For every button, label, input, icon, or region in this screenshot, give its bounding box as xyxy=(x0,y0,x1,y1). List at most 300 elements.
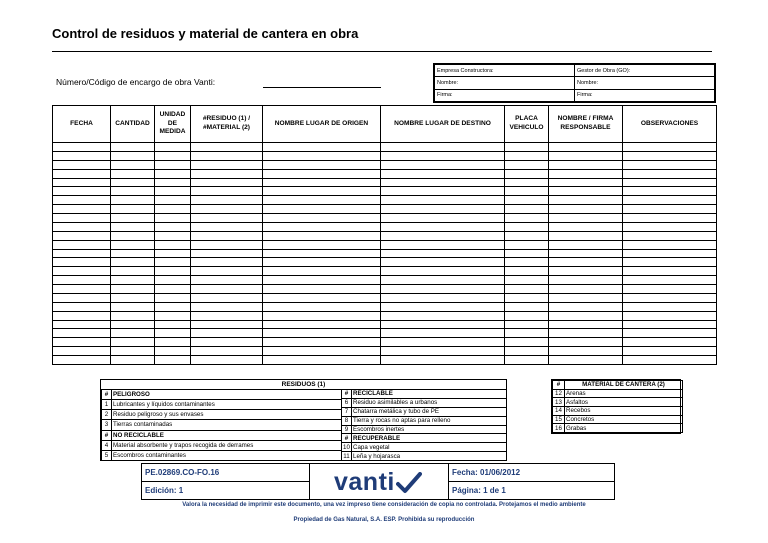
table-cell[interactable] xyxy=(381,338,505,347)
table-cell[interactable] xyxy=(155,160,191,169)
table-cell[interactable] xyxy=(505,178,549,187)
table-cell[interactable] xyxy=(623,231,717,240)
table-cell[interactable] xyxy=(191,285,263,294)
table-cell[interactable] xyxy=(623,338,717,347)
table-cell[interactable] xyxy=(191,231,263,240)
column-header-cantidad: CANTIDAD xyxy=(111,106,155,143)
table-cell[interactable] xyxy=(623,320,717,329)
table-cell[interactable] xyxy=(623,285,717,294)
table-cell[interactable] xyxy=(155,240,191,249)
item-number: 4 xyxy=(102,440,112,450)
table-cell[interactable] xyxy=(53,214,111,223)
table-cell[interactable] xyxy=(381,293,505,302)
table-cell[interactable] xyxy=(623,240,717,249)
table-cell[interactable] xyxy=(381,329,505,338)
table-cell[interactable] xyxy=(623,160,717,169)
table-cell[interactable] xyxy=(53,169,111,178)
list-item xyxy=(342,398,507,407)
table-cell[interactable] xyxy=(623,196,717,205)
table-cell[interactable] xyxy=(191,205,263,214)
table-cell[interactable] xyxy=(111,276,155,285)
table-cell[interactable] xyxy=(549,293,623,302)
list-item xyxy=(342,407,507,416)
table-cell[interactable] xyxy=(155,222,191,231)
table-cell[interactable] xyxy=(505,276,549,285)
table-cell[interactable] xyxy=(191,356,263,365)
table-cell[interactable] xyxy=(263,143,381,152)
table-cell[interactable] xyxy=(623,293,717,302)
item-number: 16 xyxy=(553,424,565,433)
table-cell[interactable] xyxy=(53,151,111,160)
item-number: 10 xyxy=(343,443,350,451)
table-cell[interactable] xyxy=(155,347,191,356)
item-label: NO RECICLABLE xyxy=(112,430,342,440)
table-cell[interactable] xyxy=(263,231,381,240)
table-cell[interactable] xyxy=(623,151,717,160)
table-cell[interactable] xyxy=(155,293,191,302)
table-cell[interactable] xyxy=(53,240,111,249)
table-cell[interactable] xyxy=(381,205,505,214)
table-body xyxy=(53,143,717,365)
table-cell[interactable] xyxy=(191,347,263,356)
table-cell[interactable] xyxy=(505,160,549,169)
table-cell[interactable] xyxy=(111,285,155,294)
table-cell[interactable] xyxy=(623,205,717,214)
table-cell[interactable] xyxy=(155,320,191,329)
table-cell[interactable] xyxy=(53,222,111,231)
table-cell[interactable] xyxy=(505,169,549,178)
table-cell[interactable] xyxy=(549,302,623,311)
item-label: Capa vegetal xyxy=(352,443,507,452)
table-cell[interactable] xyxy=(549,240,623,249)
table-cell[interactable] xyxy=(111,222,155,231)
table-cell[interactable] xyxy=(191,276,263,285)
table-row xyxy=(53,222,717,231)
item-number: 12 xyxy=(553,389,565,398)
table-cell[interactable] xyxy=(111,258,155,267)
table-cell[interactable] xyxy=(53,205,111,214)
item-label: Tierra y rocas no aptas para relleno xyxy=(352,416,507,425)
gestor-firma-field[interactable]: Firma: xyxy=(575,89,715,101)
table-cell[interactable] xyxy=(505,196,549,205)
material-title: MATERIAL DE CANTERA (2) xyxy=(565,381,683,390)
table-cell[interactable] xyxy=(111,293,155,302)
item-number: # xyxy=(102,390,112,400)
item-label: Arenas xyxy=(565,389,683,398)
table-cell[interactable] xyxy=(549,347,623,356)
gestor-nombre-field[interactable]: Nombre: xyxy=(575,77,715,89)
table-cell[interactable] xyxy=(381,311,505,320)
table-cell[interactable] xyxy=(623,302,717,311)
table-cell[interactable] xyxy=(111,160,155,169)
table-cell[interactable] xyxy=(505,205,549,214)
item-number: 8 xyxy=(342,416,352,425)
table-cell[interactable] xyxy=(155,356,191,365)
table-cell[interactable] xyxy=(381,347,505,356)
table-cell[interactable] xyxy=(549,222,623,231)
table-cell[interactable] xyxy=(263,293,381,302)
table-row xyxy=(53,249,717,258)
table-cell[interactable] xyxy=(191,143,263,152)
table-cell[interactable] xyxy=(111,267,155,276)
table-cell[interactable] xyxy=(381,249,505,258)
empresa-constructora-field[interactable]: Empresa Constructora: xyxy=(435,65,575,77)
table-cell[interactable] xyxy=(53,160,111,169)
empresa-firma-field[interactable]: Firma: xyxy=(435,89,575,101)
table-cell[interactable] xyxy=(191,320,263,329)
table-cell[interactable] xyxy=(381,222,505,231)
table-cell[interactable] xyxy=(53,356,111,365)
table-cell[interactable] xyxy=(381,160,505,169)
item-label: Leña y hojarasca xyxy=(352,452,507,461)
table-cell[interactable] xyxy=(549,231,623,240)
table-row xyxy=(53,258,717,267)
table-cell[interactable] xyxy=(111,205,155,214)
list-item xyxy=(553,406,683,415)
document-date: Fecha: 01/06/2012 xyxy=(448,464,615,482)
table-cell[interactable] xyxy=(111,214,155,223)
table-cell[interactable] xyxy=(155,169,191,178)
list-item xyxy=(102,400,342,410)
item-number: 3 xyxy=(102,420,112,430)
table-cell[interactable] xyxy=(53,196,111,205)
table-cell[interactable] xyxy=(111,169,155,178)
table-row xyxy=(53,240,717,249)
list-item xyxy=(342,452,507,461)
table-cell[interactable] xyxy=(549,187,623,196)
table-cell[interactable] xyxy=(191,151,263,160)
table-cell[interactable] xyxy=(505,293,549,302)
table-cell[interactable] xyxy=(381,214,505,223)
table-cell[interactable] xyxy=(155,178,191,187)
table-cell[interactable] xyxy=(155,249,191,258)
table-cell[interactable] xyxy=(623,187,717,196)
table-cell[interactable] xyxy=(263,222,381,231)
table-row xyxy=(53,329,717,338)
table-cell[interactable] xyxy=(381,143,505,152)
table-cell[interactable] xyxy=(549,151,623,160)
table-cell[interactable] xyxy=(191,196,263,205)
table-cell[interactable] xyxy=(263,285,381,294)
document-footer xyxy=(141,463,615,500)
table-cell[interactable] xyxy=(381,240,505,249)
item-number: 2 xyxy=(102,410,112,420)
table-row xyxy=(53,160,717,169)
table-cell[interactable] xyxy=(53,249,111,258)
table-cell[interactable] xyxy=(191,187,263,196)
table-cell[interactable] xyxy=(381,169,505,178)
table-cell[interactable] xyxy=(381,276,505,285)
list-item xyxy=(102,410,342,420)
table-cell[interactable] xyxy=(191,160,263,169)
list-item xyxy=(102,390,342,400)
table-cell[interactable] xyxy=(623,267,717,276)
table-cell[interactable] xyxy=(623,311,717,320)
table-cell[interactable] xyxy=(549,338,623,347)
table-cell[interactable] xyxy=(505,249,549,258)
table-cell[interactable] xyxy=(53,187,111,196)
table-cell[interactable] xyxy=(155,214,191,223)
table-cell[interactable] xyxy=(505,347,549,356)
table-row xyxy=(53,356,717,365)
table-cell[interactable] xyxy=(53,329,111,338)
table-cell[interactable] xyxy=(111,302,155,311)
table-cell[interactable] xyxy=(191,293,263,302)
table-cell[interactable] xyxy=(549,143,623,152)
table-cell[interactable] xyxy=(111,151,155,160)
column-header-destino: NOMBRE LUGAR DE DESTINO xyxy=(381,106,505,143)
table-cell[interactable] xyxy=(505,214,549,223)
table-cell[interactable] xyxy=(549,169,623,178)
table-cell[interactable] xyxy=(263,302,381,311)
table-cell[interactable] xyxy=(263,249,381,258)
table-cell[interactable] xyxy=(53,231,111,240)
table-cell[interactable] xyxy=(549,356,623,365)
material-hash: # xyxy=(553,381,565,390)
table-cell[interactable] xyxy=(263,205,381,214)
table-cell[interactable] xyxy=(623,249,717,258)
table-cell[interactable] xyxy=(155,302,191,311)
table-cell[interactable] xyxy=(263,214,381,223)
table-cell[interactable] xyxy=(53,338,111,347)
table-cell[interactable] xyxy=(623,178,717,187)
item-label: RECUPERABLE xyxy=(352,434,507,443)
table-cell[interactable] xyxy=(191,178,263,187)
document-code: PE.02869.CO-FO.16 xyxy=(142,464,310,482)
item-label: Material absorbente y trapos recogida de derrames xyxy=(112,440,342,450)
table-cell[interactable] xyxy=(549,320,623,329)
table-cell[interactable] xyxy=(155,285,191,294)
item-label: Concretos xyxy=(565,415,683,424)
table-cell[interactable] xyxy=(623,329,717,338)
table-cell[interactable] xyxy=(111,231,155,240)
table-cell[interactable] xyxy=(263,169,381,178)
table-cell[interactable] xyxy=(53,178,111,187)
item-number: 1 xyxy=(102,400,112,410)
table-cell[interactable] xyxy=(155,231,191,240)
table-cell[interactable] xyxy=(505,231,549,240)
table-cell[interactable] xyxy=(623,143,717,152)
table-cell[interactable] xyxy=(263,187,381,196)
list-item xyxy=(102,440,342,450)
table-cell[interactable] xyxy=(549,214,623,223)
table-cell[interactable] xyxy=(155,311,191,320)
table-cell[interactable] xyxy=(53,320,111,329)
table-cell[interactable] xyxy=(111,356,155,365)
title-divider xyxy=(52,51,712,52)
table-cell[interactable] xyxy=(191,222,263,231)
table-cell[interactable] xyxy=(111,240,155,249)
table-cell[interactable] xyxy=(155,338,191,347)
table-cell[interactable] xyxy=(505,222,549,231)
table-cell[interactable] xyxy=(381,320,505,329)
table-cell[interactable] xyxy=(263,347,381,356)
table-cell[interactable] xyxy=(381,285,505,294)
list-item xyxy=(553,415,683,424)
table-cell[interactable] xyxy=(111,338,155,347)
table-cell[interactable] xyxy=(191,249,263,258)
property-notice: Propiedad de Gas Natural, S.A. ESP. Prohibida su reproducción xyxy=(293,517,475,523)
table-cell[interactable] xyxy=(111,196,155,205)
table-cell[interactable] xyxy=(549,285,623,294)
table-cell[interactable] xyxy=(53,267,111,276)
table-cell[interactable] xyxy=(191,169,263,178)
table-cell[interactable] xyxy=(549,329,623,338)
table-cell[interactable] xyxy=(53,293,111,302)
table-cell[interactable] xyxy=(381,258,505,267)
table-cell[interactable] xyxy=(549,258,623,267)
table-cell[interactable] xyxy=(155,143,191,152)
table-cell[interactable] xyxy=(263,160,381,169)
table-cell[interactable] xyxy=(505,338,549,347)
item-label: Residuo asimilables a urbanos xyxy=(352,398,507,407)
table-cell[interactable] xyxy=(549,249,623,258)
table-cell[interactable] xyxy=(155,329,191,338)
table-cell[interactable] xyxy=(505,258,549,267)
table-row xyxy=(53,347,717,356)
table-cell[interactable] xyxy=(381,196,505,205)
table-cell[interactable] xyxy=(53,276,111,285)
table-cell[interactable] xyxy=(191,311,263,320)
table-cell[interactable] xyxy=(263,267,381,276)
company-info-box xyxy=(433,63,716,103)
logo-text: vanti xyxy=(334,468,395,496)
table-cell[interactable] xyxy=(155,267,191,276)
table-row xyxy=(53,276,717,285)
table-cell[interactable] xyxy=(263,338,381,347)
table-cell[interactable] xyxy=(111,320,155,329)
table-cell[interactable] xyxy=(155,258,191,267)
item-number: 14 xyxy=(553,406,565,415)
table-cell[interactable] xyxy=(263,329,381,338)
table-cell[interactable] xyxy=(191,329,263,338)
table-cell[interactable] xyxy=(381,187,505,196)
table-cell[interactable] xyxy=(155,205,191,214)
table-cell[interactable] xyxy=(505,285,549,294)
table-row xyxy=(53,293,717,302)
table-cell[interactable] xyxy=(623,356,717,365)
list-item xyxy=(342,416,507,425)
table-cell[interactable] xyxy=(111,143,155,152)
table-cell[interactable] xyxy=(381,151,505,160)
table-row xyxy=(53,338,717,347)
table-cell[interactable] xyxy=(263,196,381,205)
table-cell[interactable] xyxy=(505,356,549,365)
table-cell[interactable] xyxy=(623,222,717,231)
table-cell[interactable] xyxy=(505,187,549,196)
table-cell[interactable] xyxy=(505,240,549,249)
table-cell[interactable] xyxy=(623,276,717,285)
table-cell[interactable] xyxy=(111,347,155,356)
table-cell[interactable] xyxy=(53,347,111,356)
item-number: 5 xyxy=(102,450,112,460)
table-cell[interactable] xyxy=(505,311,549,320)
table-cell[interactable] xyxy=(549,196,623,205)
table-cell[interactable] xyxy=(623,347,717,356)
encargo-field[interactable] xyxy=(263,87,381,88)
table-cell[interactable] xyxy=(53,302,111,311)
table-cell[interactable] xyxy=(53,143,111,152)
item-label: Residuo peligroso y sus envases xyxy=(112,410,342,420)
table-cell[interactable] xyxy=(191,338,263,347)
print-notice: Valora la necesidad de imprimir este documento, una vez impreso tiene consideración de copia no controlada. Protejamos el medio ambiente xyxy=(182,502,586,508)
control-table xyxy=(52,105,717,365)
table-cell[interactable] xyxy=(155,151,191,160)
table-cell[interactable] xyxy=(505,267,549,276)
table-cell[interactable] xyxy=(263,151,381,160)
table-cell[interactable] xyxy=(263,276,381,285)
table-cell[interactable] xyxy=(111,329,155,338)
table-cell[interactable] xyxy=(623,169,717,178)
table-cell[interactable] xyxy=(191,267,263,276)
table-cell[interactable] xyxy=(53,285,111,294)
table-cell[interactable] xyxy=(505,302,549,311)
table-cell[interactable] xyxy=(549,160,623,169)
table-cell[interactable] xyxy=(381,267,505,276)
table-cell[interactable] xyxy=(505,320,549,329)
table-cell[interactable] xyxy=(263,320,381,329)
item-label: Grabas xyxy=(565,424,683,433)
table-cell[interactable] xyxy=(549,267,623,276)
table-cell[interactable] xyxy=(191,214,263,223)
table-cell[interactable] xyxy=(623,258,717,267)
table-cell[interactable] xyxy=(191,240,263,249)
table-cell[interactable] xyxy=(623,214,717,223)
table-cell[interactable] xyxy=(263,258,381,267)
column-header-residuo: #RESIDUO (1) / #MATERIAL (2) xyxy=(191,106,263,143)
table-cell[interactable] xyxy=(381,231,505,240)
empresa-nombre-field[interactable]: Nombre: xyxy=(435,77,575,89)
item-label: Chatarra metálica y tubo de PE xyxy=(352,407,507,416)
table-cell[interactable] xyxy=(549,311,623,320)
table-cell[interactable] xyxy=(263,240,381,249)
table-cell[interactable] xyxy=(155,187,191,196)
table-cell[interactable] xyxy=(381,356,505,365)
table-cell[interactable] xyxy=(381,178,505,187)
document-edition: Edición: 1 xyxy=(142,482,310,500)
table-cell[interactable] xyxy=(111,178,155,187)
table-cell[interactable] xyxy=(263,356,381,365)
table-cell[interactable] xyxy=(155,196,191,205)
table-cell[interactable] xyxy=(155,276,191,285)
table-cell[interactable] xyxy=(191,258,263,267)
table-cell[interactable] xyxy=(505,143,549,152)
table-cell[interactable] xyxy=(111,187,155,196)
table-cell[interactable] xyxy=(111,249,155,258)
table-cell[interactable] xyxy=(505,329,549,338)
check-icon xyxy=(396,472,422,494)
residuos-left-list xyxy=(101,389,342,461)
list-item xyxy=(342,425,507,434)
item-number: # xyxy=(342,390,352,399)
table-cell[interactable] xyxy=(53,258,111,267)
document-page: Página: 1 de 1 xyxy=(448,482,615,500)
table-cell[interactable] xyxy=(53,311,111,320)
gestor-obra-field[interactable]: Gestor de Obra (GO): xyxy=(575,65,715,77)
table-cell[interactable] xyxy=(549,276,623,285)
table-cell[interactable] xyxy=(549,205,623,214)
table-cell[interactable] xyxy=(381,302,505,311)
table-row xyxy=(53,311,717,320)
table-cell[interactable] xyxy=(505,151,549,160)
table-cell[interactable] xyxy=(191,302,263,311)
table-cell[interactable] xyxy=(111,311,155,320)
table-cell[interactable] xyxy=(549,178,623,187)
item-label: Asfaltos xyxy=(565,398,683,407)
table-cell[interactable] xyxy=(263,311,381,320)
table-row xyxy=(53,231,717,240)
table-cell[interactable] xyxy=(263,178,381,187)
